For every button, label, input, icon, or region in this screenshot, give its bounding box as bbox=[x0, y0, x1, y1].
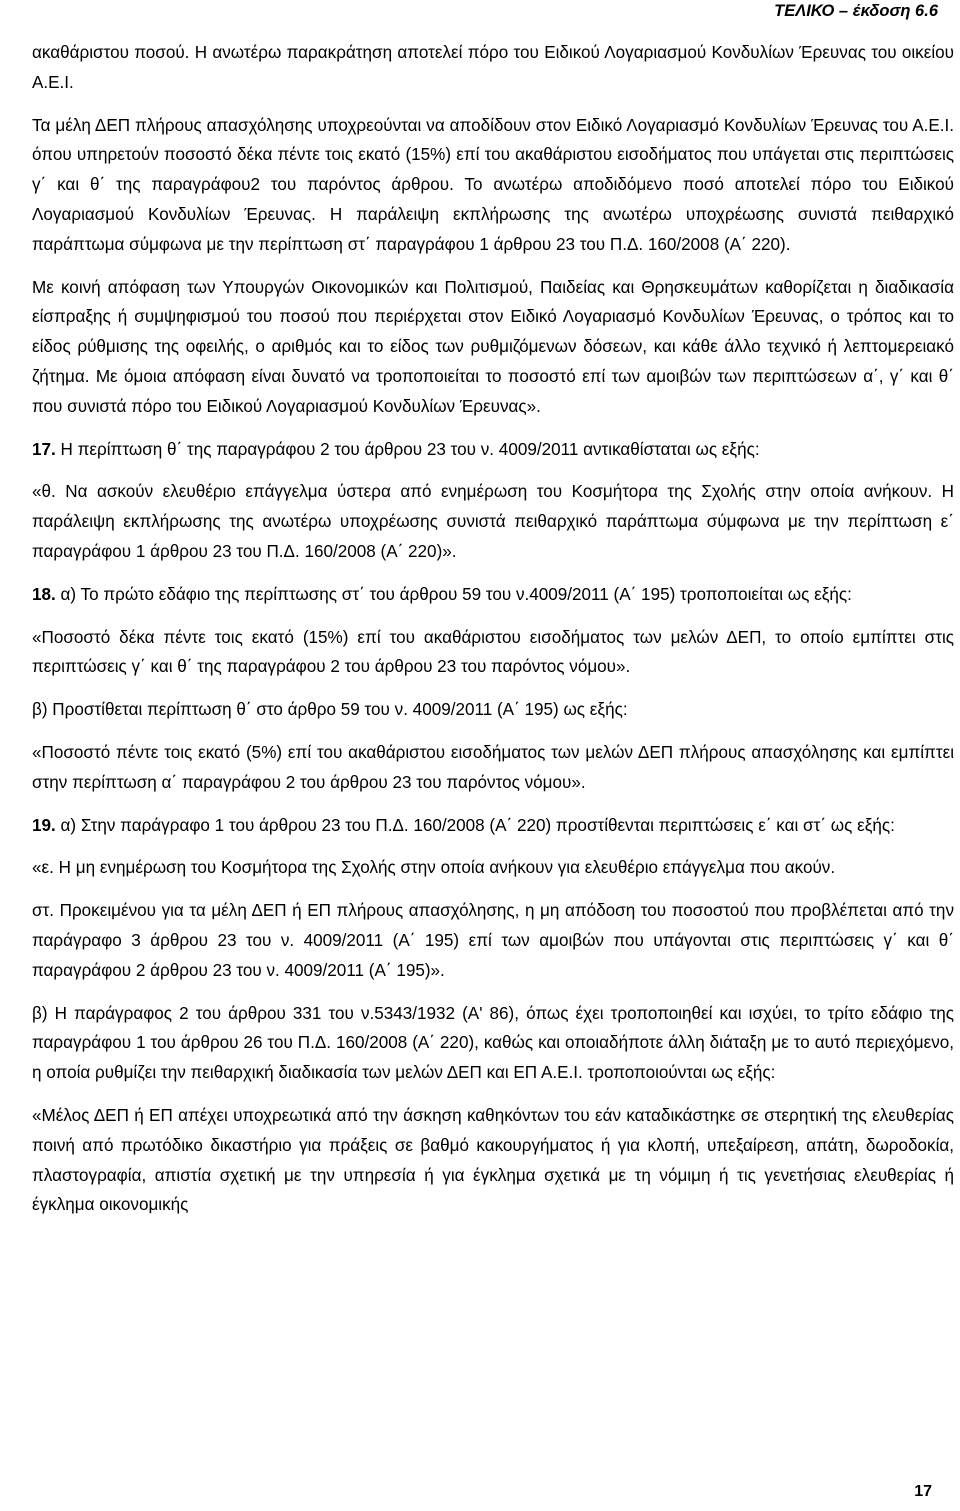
page-number: 17 bbox=[914, 1483, 932, 1500]
section-text: α) Το πρώτο εδάφιο της περίπτωσης στ΄ του άρθρου 59 του ν.4009/2011 (Α΄ 195) τροποποιείται ως εξής: bbox=[55, 584, 852, 604]
section-19 bbox=[32, 811, 954, 841]
section-number: 19. bbox=[32, 815, 56, 835]
quoted-paragraph: «Ποσοστό δέκα πέντε τοις εκατό (15%) επί του ακαθάριστου εισοδήματος των μελών ΔΕΠ, το οποίο εμπίπτει στις περιπτώσεις γ΄ και θ΄ της παραγράφου 2 του άρθρου 23 του παρόντος νόμου». bbox=[32, 627, 954, 677]
quoted-paragraph: «θ. Να ασκούν ελευθέριο επάγγελμα ύστερα από ενημέρωση του Κοσμήτορα της Σχολής στην οποία ανήκουν. Η παράλειψη εκπλήρωσης της ανωτέρω υποχρέωσης συνιστά πειθαρχικό παράπτωμα σύμφωνα με την περίπτωση ε΄ παραγράφου 1 άρθρου 23 του Π.Δ. 160/2008 (Α΄ 220)». bbox=[32, 482, 954, 561]
section-text: Η περίπτωση θ΄ της παραγράφου 2 του άρθρου 23 του ν. 4009/2011 αντικαθίσταται ως εξής: bbox=[55, 439, 760, 459]
section-text: α) Στην παράγραφο 1 του άρθρου 23 του Π.Δ. 160/2008 (Α΄ 220) προστίθενται περιπτώσεις ε΄ και στ΄ ως εξής: bbox=[55, 815, 895, 835]
quoted-paragraph: «ε. Η μη ενημέρωση του Κοσμήτορα της Σχολής στην οποία ανήκουν για ελευθέριο επάγγελμα που ακούν. bbox=[32, 858, 836, 878]
document-version-header: ΤΕΛΙΚΟ – έκδοση 6.6 bbox=[774, 2, 938, 20]
paragraph: Τα μέλη ΔΕΠ πλήρους απασχόλησης υποχρεούνται να αποδίδουν στον Ειδικό Λογαριασμό Κονδυλίων Έρευνας του Α.Ε.Ι. όπου υπηρετούν ποσοστό δέκα πέντε τοις εκατό (15%) επί του ακαθάριστου εισοδήματος που υπάγεται στις περιπτώσεις γ΄ και θ΄ της παραγράφου2 του παρόντος άρθρου. Το ανωτέρω αποδιδόμενο ποσό αποτελεί πόρο του Ειδικού Λογαριασμού Κονδυλίων Έρευνας. Η παράλειψη εκπλήρωσης της ανωτέρω υποχρέωσης συνιστά πειθαρχικό παράπτωμα σύμφωνα με την περίπτωση στ΄ παραγράφου 1 άρθρου 23 του Π.Δ. 160/2008 (Α΄ 220). bbox=[32, 115, 954, 254]
quoted-paragraph: «Μέλος ΔΕΠ ή ΕΠ απέχει υποχρεωτικά από την άσκηση καθηκόντων του εάν καταδικάστηκε σε στερητική της ελευθερίας ποινή από πρωτόδικο δικαστήριο για πράξεις σε βαθμό κακουργήματος ή για κλοπή, υπεξαίρεση, απάτη, δωροδοκία, πλαστογραφία, απιστία σχετική με την υπηρεσία ή για έγκλημα σχετικά με τη νόμιμη ή τις γενετήσιας ελευθερίας ή έγκλημα οικονομικής bbox=[32, 1105, 954, 1215]
paragraph: Με κοινή απόφαση των Υπουργών Οικονομικών και Πολιτισμού, Παιδείας και Θρησκευμάτων καθορίζεται η διαδικασία είσπραξης ή συμψηφισμού του ποσού που περιέρχεται στον Ειδικό Λογαριασμό Κονδυλίων Έρευνας, ο τρόπος και το είδος ρύθμισης της οφειλής, ο αριθμός και το είδος των ρυθμιζόμενων δόσεων, και κάθε άλλο τεχνικό ή λεπτομερειακό ζήτημα. Με όμοια απόφαση είναι δυνατό να τροποποιείται το ποσοστό επί των αμοιβών των περιπτώσεων α΄, γ΄ και θ΄ που συνιστά πόρο του Ειδικού Λογαριασμού Κονδυλίων Έρευνας». bbox=[32, 277, 954, 416]
paragraph: στ. Προκειμένου για τα μέλη ΔΕΠ ή ΕΠ πλήρους απασχόλησης, η μη απόδοση του ποσοστού που προβλέπεται από την παράγραφο 3 άρθρου 23 του ν. 4009/2011 (Α΄ 195) επί των αμοιβών που υπάγονται στις περιπτώσεις γ΄ και θ΄ παραγράφου 2 άρθρου 23 του ν. 4009/2011 (Α΄ 195)». bbox=[32, 901, 954, 980]
quoted-paragraph: «Ποσοστό πέντε τοις εκατό (5%) επί του ακαθάριστου εισοδήματος των μελών ΔΕΠ πλήρους απασχόλησης και εμπίπτει στην περίπτωση α΄ παραγράφου 2 του άρθρου 23 του παρόντος νόμου». bbox=[32, 742, 954, 792]
section-number: 17. bbox=[32, 439, 56, 459]
section-18 bbox=[32, 580, 954, 610]
document-body bbox=[32, 38, 954, 1220]
paragraph: β) Η παράγραφος 2 του άρθρου 331 του ν.5343/1932 (Α' 86), όπως έχει τροποποιηθεί και ισχύει, το τρίτο εδάφιο της παραγράφου 1 του άρθρου 26 του Π.Δ. 160/2008 (Α΄ 220), καθώς και οποιαδήποτε άλλη διάταξη με το αυτό περιεχόμενο, η οποία ρυθμίζει την πειθαρχική διαδικασία των μελών ΔΕΠ και ΕΠ Α.Ε.Ι. τροποποιούνται ως εξής: bbox=[32, 1003, 954, 1083]
section-number: 18. bbox=[32, 584, 56, 604]
section-17 bbox=[32, 435, 954, 465]
paragraph: ακαθάριστου ποσού. Η ανωτέρω παρακράτηση αποτελεί πόρο του Ειδικού Λογαριασμού Κονδυλίων Έρευνας του οικείου Α.Ε.Ι. bbox=[32, 43, 954, 92]
paragraph: β) Προστίθεται περίπτωση θ΄ στο άρθρο 59 του ν. 4009/2011 (Α΄ 195) ως εξής: bbox=[32, 700, 628, 720]
